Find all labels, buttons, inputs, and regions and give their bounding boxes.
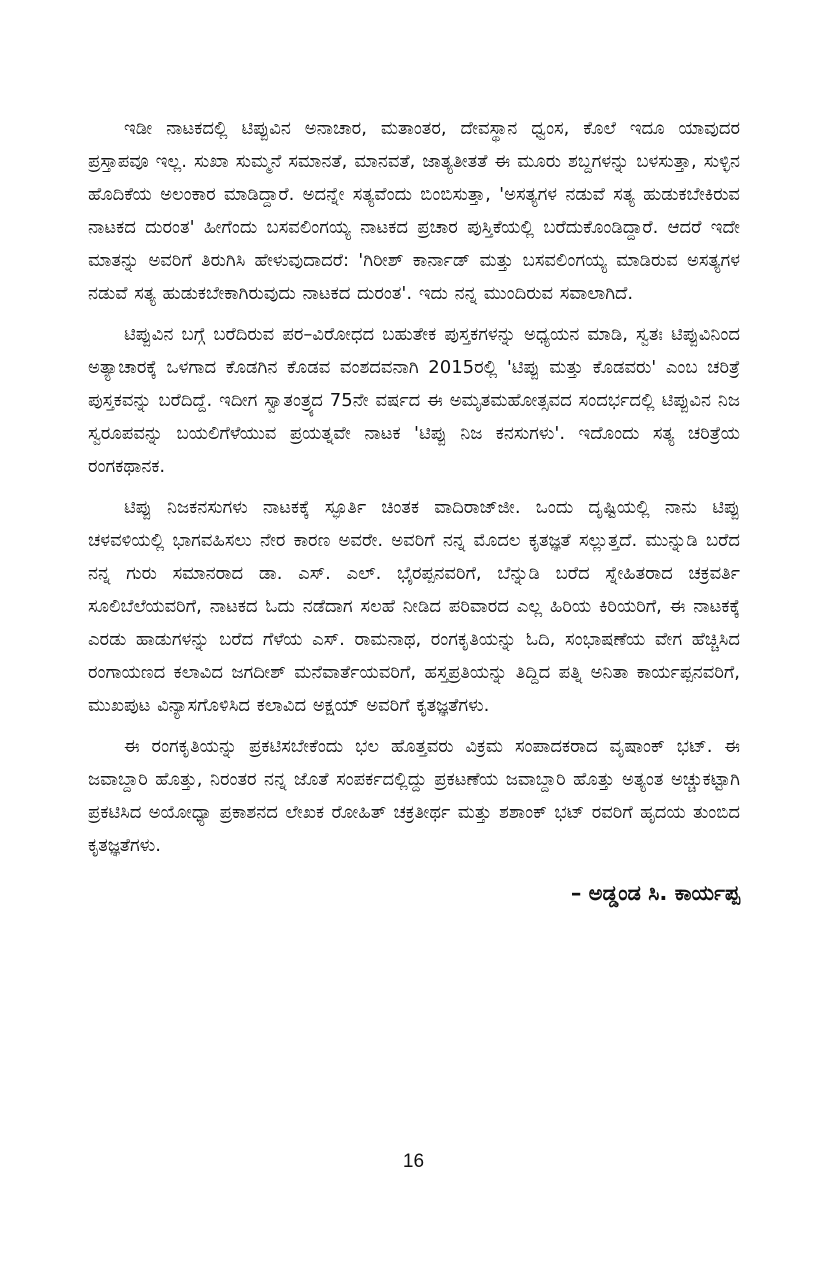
paragraph-2: ಟಿಪ್ಪುವಿನ ಬಗ್ಗೆ ಬರೆದಿರುವ ಪರ–ವಿರೋಧದ ಬಹುತೇಕ ಪುಸ್ತಕಗಳನ್ನು ಅಧ್ಯಯನ ಮಾಡಿ, ಸ್ವತಃ ಟಿಪ್ಪುವಿನಿಂದ ಅತ್ಯಾಚಾರಕ್ಕೆ ಒಳಗಾದ ಕೊಡಗಿನ ಕೊಡವ ವಂಶದವನಾಗಿ 2015ರಲ್ಲಿ 'ಟಿಪ್ಪು ಮತ್ತು ಕೊಡವರು' ಎಂಬ ಚರಿತ್ರೆ ಪುಸ್ತಕವನ್ನು ಬರೆದಿದ್ದೆ. ಇದೀಗ ಸ್ವಾತಂತ್ರ್ಯದ 75ನೇ ವರ್ಷದ ಈ ಅಮೃತಮಹೋತ್ಸವದ ಸಂದರ್ಭದಲ್ಲಿ ಟಿಪ್ಪುವಿನ ನಿಜ ಸ್ವರೂಪವನ್ನು ಬಯಲಿಗೆಳೆಯುವ ಪ್ರಯತ್ನವೇ ನಾಟಕ 'ಟಿಪ್ಪು ನಿಜ ಕನಸುಗಳು'. ಇದೊಂದು ಸತ್ಯ ಚರಿತ್ರೆಯ ರಂಗಕಥಾನಕ. (88, 324, 740, 477)
page-number: 16 (402, 1151, 425, 1172)
paragraph-4: ಈ ರಂಗಕೃತಿಯನ್ನು ಪ್ರಕಟಿಸಬೇಕೆಂದು ಭಲ ಹೊತ್ತವರು ವಿಕ್ರಮ ಸಂಪಾದಕರಾದ ವೃಷಾಂಕ್ ಭಟ್. ಈ ಜವಾಬ್ದಾರಿ ಹೊತ್ತು, ನಿರಂತರ ನನ್ನ ಜೊತೆ ಸಂಪರ್ಕದಲ್ಲಿದ್ದು ಪ್ರಕಟಣೆಯ ಜವಾಬ್ದಾರಿ ಹೊತ್ತು ಅತ್ಯಂತ ಅಚ್ಚುಕಟ್ಟಾಗಿ ಪ್ರಕಟಿಸಿದ ಅಯೋಧ್ಯಾ ಪ್ರಕಾಶನದ ಲೇಖಕ ರೋಹಿತ್ ಚಕ್ರತೀರ್ಥ ಮತ್ತು ಶಶಾಂಕ್ ಭಟ್ ರವರಿಗೆ ಹೃದಯ ತುಂಬಿದ ಕೃತಜ್ಞತೆಗಳು. (88, 736, 740, 856)
paragraph-3: ಟಿಪ್ಪು ನಿಜಕನಸುಗಳು ನಾಟಕಕ್ಕೆ ಸ್ಫೂರ್ತಿ ಚಿಂತಕ ವಾದಿರಾಜ್‌ಜೀ. ಒಂದು ದೃಷ್ಟಿಯಲ್ಲಿ ನಾನು ಟಿಪ್ಪು ಚಳವಳಿಯಲ್ಲಿ ಭಾಗವಹಿಸಲು ನೇರ ಕಾರಣ ಅವರೇ. ಅವರಿಗೆ ನನ್ನ ಮೊದಲ ಕೃತಜ್ಞತೆ ಸಲ್ಲುತ್ತದೆ. ಮುನ್ನುಡಿ ಬರೆದ ನನ್ನ ಗುರು ಸಮಾನರಾದ ಡಾ. ಎಸ್. ಎಲ್. ಭೈರಪ್ಪನವರಿಗೆ, ಬೆನ್ನುಡಿ ಬರೆದ ಸ್ನೇಹಿತರಾದ ಚಕ್ರವರ್ತಿ ಸೂಲಿಬೆಲೆಯವರಿಗೆ, ನಾಟಕದ ಓದು ನಡೆದಾಗ ಸಲಹೆ ನೀಡಿದ ಪರಿವಾರದ ಎಲ್ಲ ಹಿರಿಯ ಕಿರಿಯರಿಗೆ, ಈ ನಾಟಕಕ್ಕೆ ಎರಡು ಹಾಡುಗಳನ್ನು ಬರೆದ ಗೆಳೆಯ ಎಸ್. ರಾಮನಾಥ, ರಂಗಕೃತಿಯನ್ನು ಓದಿ, ಸಂಭಾಷಣೆಯ ವೇಗ ಹೆಚ್ಚಿಸಿದ ರಂಗಾಯಣದ ಕಲಾವಿದ ಜಗದೀಶ್ ಮನೆವಾರ್ತೆಯವರಿಗೆ, ಹಸ್ತಪ್ರತಿಯನ್ನು ತಿದ್ದಿದ ಪತ್ನಿ ಅನಿತಾ ಕಾರ್ಯಪ್ಪನವರಿಗೆ, ಮುಖಪುಟ ವಿನ್ಯಾಸಗೊಳಿಸಿದ ಕಲಾವಿದ ಅಕ್ಷಯ್ ಅವರಿಗೆ ಕೃತಜ್ಞತೆಗಳು. (88, 497, 740, 716)
author-signature: – ಅಡ್ಡಂಡ ಸಿ. ಕಾರ್ಯಪ್ಪ (570, 881, 740, 905)
paragraph-1: ಇಡೀ ನಾಟಕದಲ್ಲಿ ಟಿಪ್ಪುವಿನ ಅನಾಚಾರ, ಮತಾಂತರ, ದೇವಸ್ಥಾನ ಧ್ವಂಸ, ಕೊಲೆ ಇದೂ ಯಾವುದರ ಪ್ರಸ್ತಾಪವೂ ಇಲ್ಲ. ಸುಖಾ ಸುಮ್ಮನೆ ಸಮಾನತೆ, ಮಾನವತೆ, ಜಾತ್ಯತೀತತೆ ಈ ಮೂರು ಶಬ್ದಗಳನ್ನು ಬಳಸುತ್ತಾ, ಸುಳ್ಳಿನ ಹೊದಿಕೆಯ ಅಲಂಕಾರ ಮಾಡಿದ್ದಾರೆ. ಅದನ್ನೇ ಸತ್ಯವೆಂದು ಬಿಂಬಿಸುತ್ತಾ, 'ಅಸತ್ಯಗಳ ನಡುವೆ ಸತ್ಯ ಹುಡುಕಬೇಕಿರುವ ನಾಟಕದ ದುರಂತ' ಹೀಗೆಂದು ಬಸವಲಿಂಗಯ್ಯ ನಾಟಕದ ಪ್ರಚಾರ ಪುಸ್ತಿಕೆಯಲ್ಲಿ ಬರೆದುಕೊಂಡಿದ್ದಾರೆ. ಆದರೆ ಇದೇ ಮಾತನ್ನು ಅವರಿಗೆ ತಿರುಗಿಸಿ ಹೇಳುವುದಾದರೆ: 'ಗಿರೀಶ್ ಕಾರ್ನಾಡ್ ಮತ್ತು ಬಸವಲಿಂಗಯ್ಯ ಮಾಡಿರುವ ಅಸತ್ಯಗಳ ನಡುವೆ ಸತ್ಯ ಹುಡುಕಬೇಕಾಗಿರುವುದು ನಾಟಕದ ದುರಂತ'. ಇದು ನನ್ನ ಮುಂದಿರುವ ಸವಾಲಾಗಿದೆ. (88, 118, 740, 304)
document-body (88, 112, 740, 910)
